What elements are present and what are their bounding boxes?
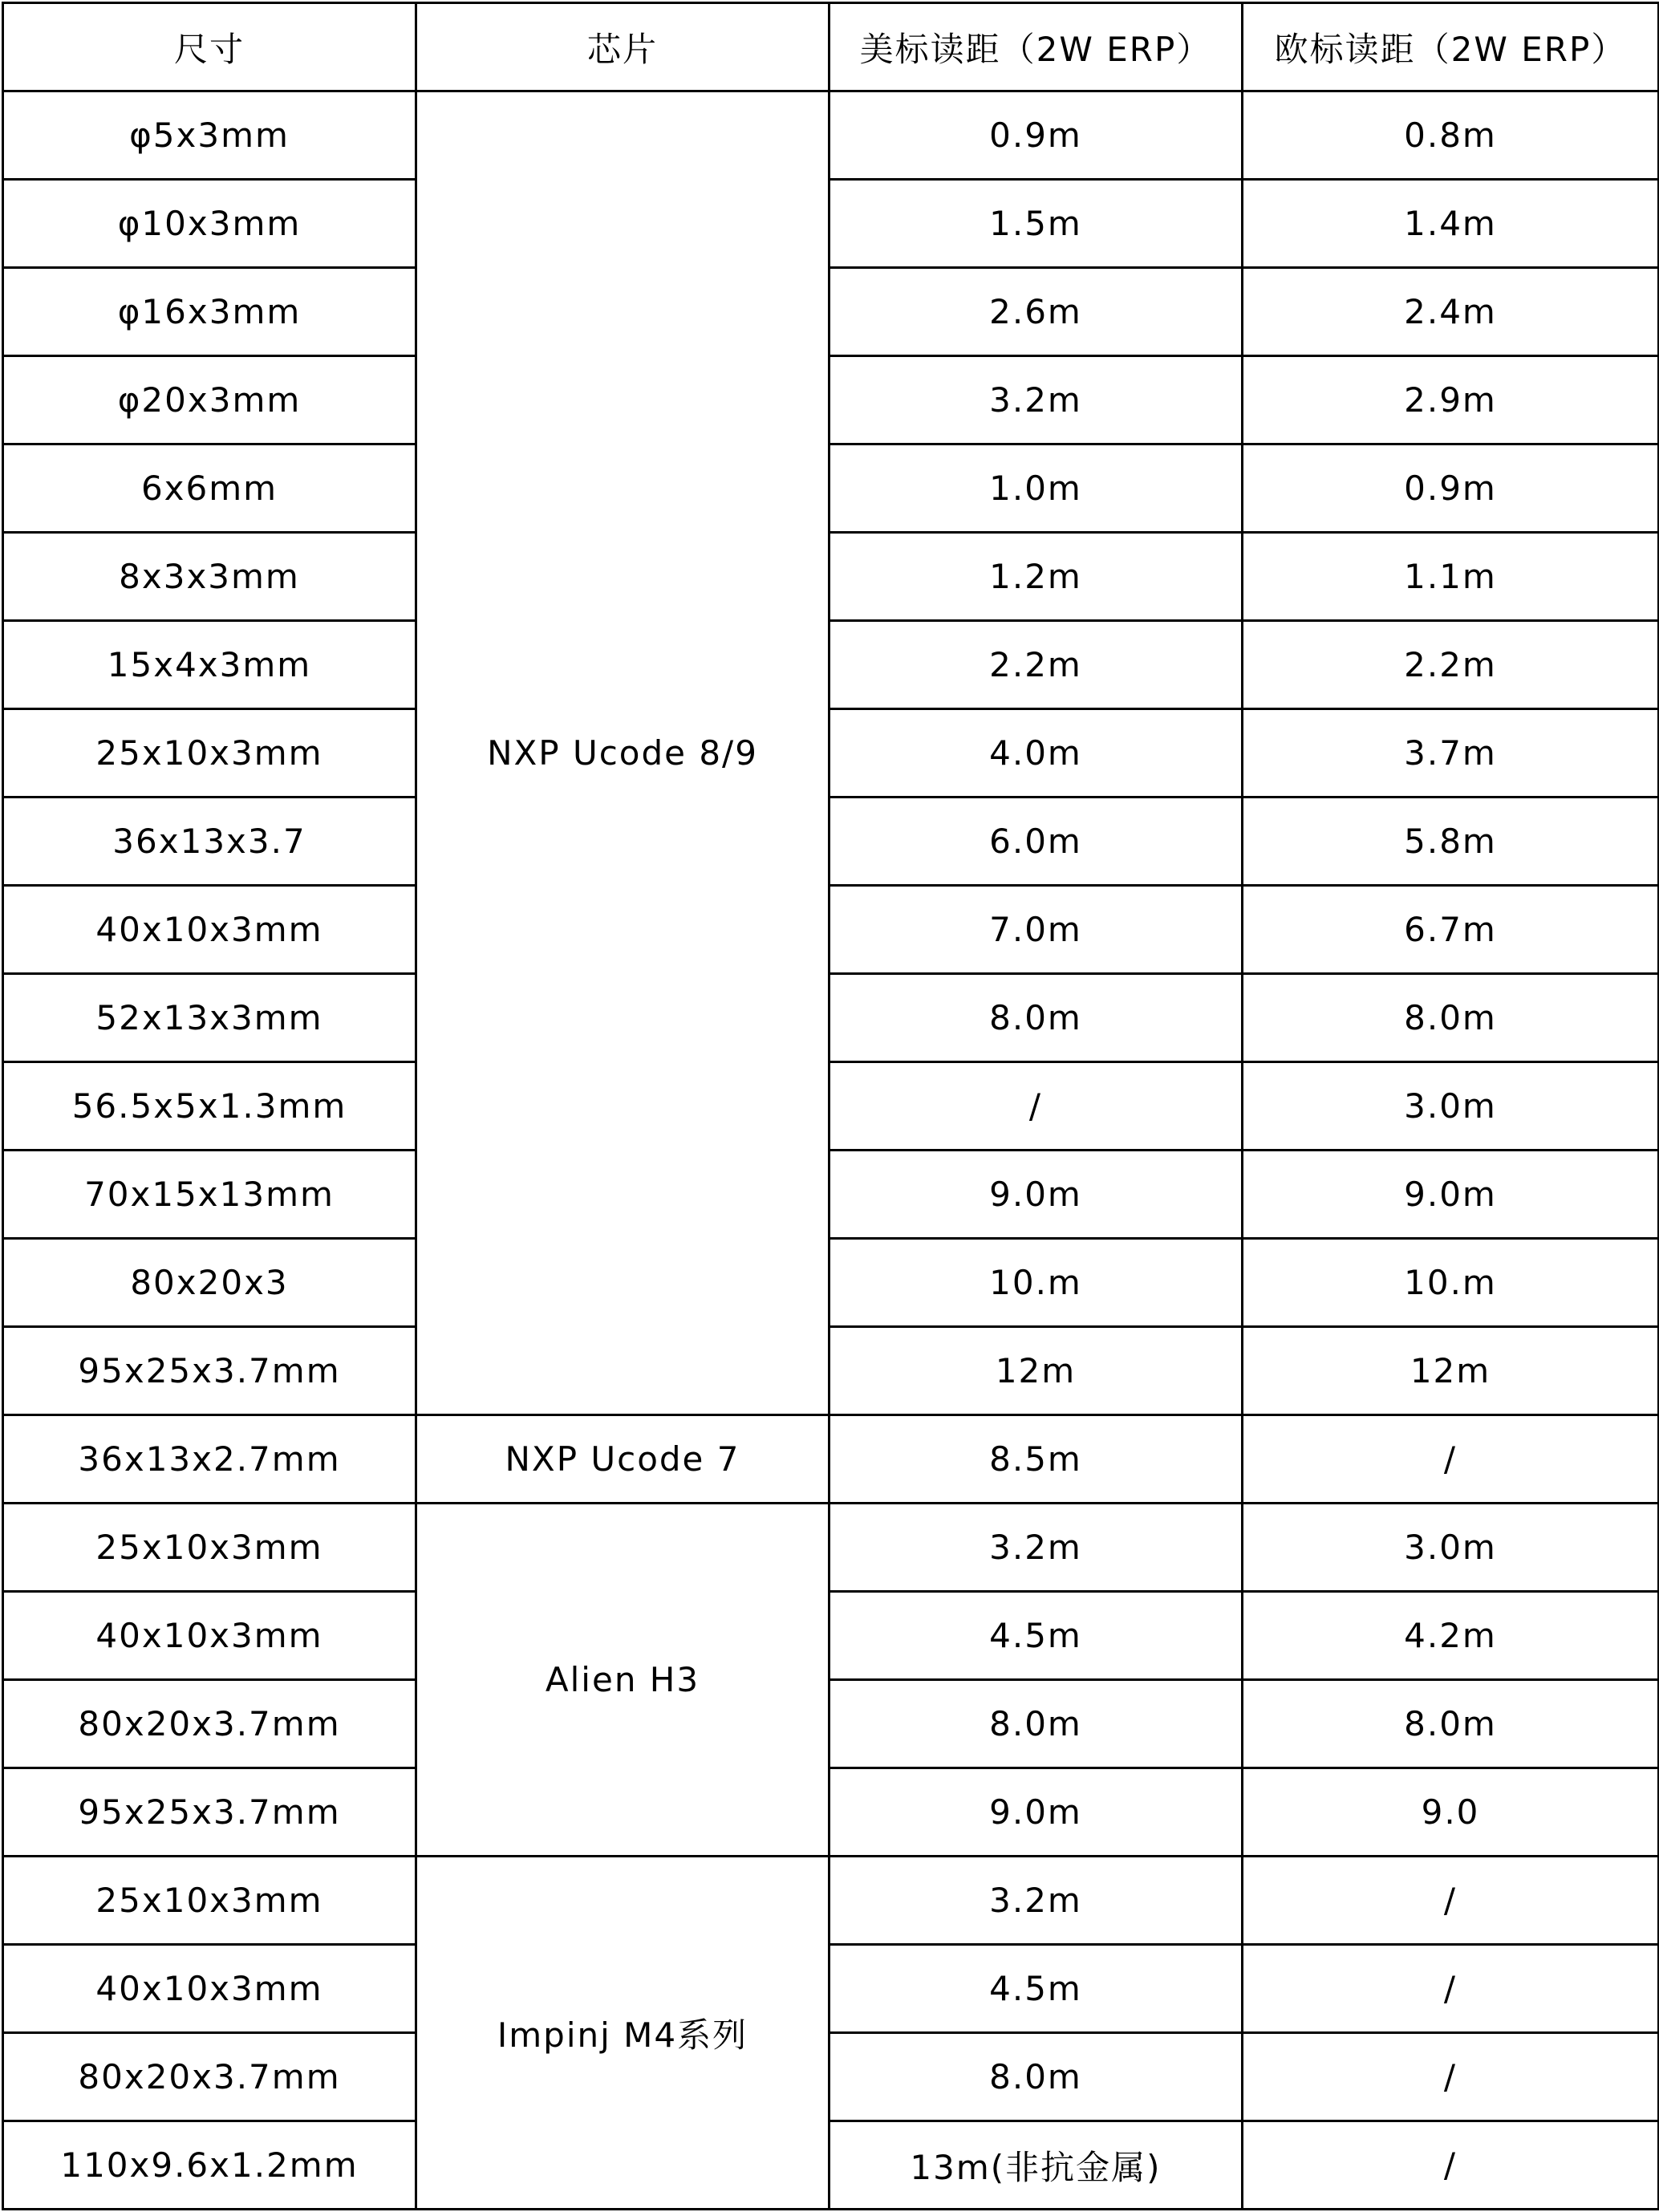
size-cell: φ5x3mm bbox=[3, 91, 416, 180]
header-us-read-range: 美标读距（2W ERP） bbox=[830, 3, 1243, 91]
chip-cell: Alien H3 bbox=[416, 1504, 830, 1857]
size-cell: 80x20x3.7mm bbox=[3, 1680, 416, 1768]
eu-read-range-cell: 3.0m bbox=[1243, 1062, 1659, 1151]
table-row bbox=[3, 533, 1659, 621]
chip-cell: NXP Ucode 8/9 bbox=[416, 91, 830, 1415]
table-row bbox=[3, 356, 1659, 444]
us-read-range-cell: 9.0m bbox=[830, 1768, 1243, 1857]
table-row bbox=[3, 798, 1659, 886]
size-cell: 36x13x3.7 bbox=[3, 798, 416, 886]
size-cell: 56.5x5x1.3mm bbox=[3, 1062, 416, 1151]
eu-read-range-cell: 1.1m bbox=[1243, 533, 1659, 621]
table-row bbox=[3, 1504, 1659, 1592]
eu-read-range-cell: 9.0 bbox=[1243, 1768, 1659, 1857]
us-read-range-cell: 8.0m bbox=[830, 974, 1243, 1062]
table-row bbox=[3, 2121, 1659, 2210]
us-read-range-cell: 4.5m bbox=[830, 1592, 1243, 1680]
us-read-range-cell: 1.5m bbox=[830, 180, 1243, 268]
size-cell: φ20x3mm bbox=[3, 356, 416, 444]
us-read-range-cell: 4.5m bbox=[830, 1945, 1243, 2033]
us-read-range-cell: 1.0m bbox=[830, 444, 1243, 533]
us-read-range-cell: 0.9m bbox=[830, 91, 1243, 180]
header-chip: 芯片 bbox=[416, 3, 830, 91]
table-row bbox=[3, 621, 1659, 709]
size-cell: φ10x3mm bbox=[3, 180, 416, 268]
header-size: 尺寸 bbox=[3, 3, 416, 91]
size-cell: 8x3x3mm bbox=[3, 533, 416, 621]
eu-read-range-cell: 0.9m bbox=[1243, 444, 1659, 533]
table-row bbox=[3, 1415, 1659, 1504]
size-cell: 52x13x3mm bbox=[3, 974, 416, 1062]
size-cell: 6x6mm bbox=[3, 444, 416, 533]
us-read-range-cell: 8.0m bbox=[830, 2033, 1243, 2121]
eu-read-range-cell: 8.0m bbox=[1243, 974, 1659, 1062]
table-row bbox=[3, 1327, 1659, 1415]
table-row bbox=[3, 268, 1659, 356]
us-read-range-cell: 9.0m bbox=[830, 1151, 1243, 1239]
table-row bbox=[3, 180, 1659, 268]
size-cell: 25x10x3mm bbox=[3, 1504, 416, 1592]
eu-read-range-cell: 10.m bbox=[1243, 1239, 1659, 1327]
us-read-range-cell: 8.5m bbox=[830, 1415, 1243, 1504]
eu-read-range-cell: 1.4m bbox=[1243, 180, 1659, 268]
us-read-range-cell: 10.m bbox=[830, 1239, 1243, 1327]
eu-read-range-cell: 8.0m bbox=[1243, 1680, 1659, 1768]
eu-read-range-cell: 2.2m bbox=[1243, 621, 1659, 709]
table-row bbox=[3, 886, 1659, 974]
eu-read-range-cell: 0.8m bbox=[1243, 91, 1659, 180]
eu-read-range-cell: / bbox=[1243, 1945, 1659, 2033]
chip-cell: Impinj M4系列 bbox=[416, 1857, 830, 2210]
table-row bbox=[3, 709, 1659, 798]
size-cell: 40x10x3mm bbox=[3, 1945, 416, 2033]
eu-read-range-cell: / bbox=[1243, 2121, 1659, 2210]
us-read-range-cell: 3.2m bbox=[830, 1504, 1243, 1592]
size-cell: 95x25x3.7mm bbox=[3, 1768, 416, 1857]
table-body bbox=[3, 91, 1659, 2210]
size-cell: 40x10x3mm bbox=[3, 886, 416, 974]
table-row bbox=[3, 1857, 1659, 1945]
table-row bbox=[3, 1239, 1659, 1327]
header-row bbox=[3, 3, 1659, 91]
eu-read-range-cell: / bbox=[1243, 1857, 1659, 1945]
size-cell: 36x13x2.7mm bbox=[3, 1415, 416, 1504]
us-read-range-cell: 2.2m bbox=[830, 621, 1243, 709]
size-cell: φ16x3mm bbox=[3, 268, 416, 356]
table-row bbox=[3, 974, 1659, 1062]
us-read-range-cell: 7.0m bbox=[830, 886, 1243, 974]
eu-read-range-cell: 3.7m bbox=[1243, 709, 1659, 798]
size-cell: 95x25x3.7mm bbox=[3, 1327, 416, 1415]
table-row bbox=[3, 444, 1659, 533]
table-row bbox=[3, 1062, 1659, 1151]
us-read-range-cell: 3.2m bbox=[830, 1857, 1243, 1945]
eu-read-range-cell: 12m bbox=[1243, 1327, 1659, 1415]
us-read-range-cell: 6.0m bbox=[830, 798, 1243, 886]
eu-read-range-cell: 3.0m bbox=[1243, 1504, 1659, 1592]
eu-read-range-cell: 2.9m bbox=[1243, 356, 1659, 444]
table-row bbox=[3, 2033, 1659, 2121]
us-read-range-cell: 13m(非抗金属) bbox=[830, 2121, 1243, 2210]
size-cell: 110x9.6x1.2mm bbox=[3, 2121, 416, 2210]
us-read-range-cell: 8.0m bbox=[830, 1680, 1243, 1768]
size-cell: 40x10x3mm bbox=[3, 1592, 416, 1680]
table-row bbox=[3, 1945, 1659, 2033]
header-eu-read-range: 欧标读距（2W ERP） bbox=[1243, 3, 1659, 91]
eu-read-range-cell: 6.7m bbox=[1243, 886, 1659, 974]
us-read-range-cell: 2.6m bbox=[830, 268, 1243, 356]
table-row bbox=[3, 1768, 1659, 1857]
size-cell: 70x15x13mm bbox=[3, 1151, 416, 1239]
size-cell: 25x10x3mm bbox=[3, 1857, 416, 1945]
eu-read-range-cell: 2.4m bbox=[1243, 268, 1659, 356]
table-header bbox=[3, 3, 1659, 91]
table-row bbox=[3, 1592, 1659, 1680]
us-read-range-cell: 3.2m bbox=[830, 356, 1243, 444]
us-read-range-cell: 4.0m bbox=[830, 709, 1243, 798]
rfid-tag-spec-table bbox=[2, 2, 1659, 2210]
size-cell: 25x10x3mm bbox=[3, 709, 416, 798]
eu-read-range-cell: 5.8m bbox=[1243, 798, 1659, 886]
chip-cell: NXP Ucode 7 bbox=[416, 1415, 830, 1504]
table-row bbox=[3, 1680, 1659, 1768]
us-read-range-cell: 12m bbox=[830, 1327, 1243, 1415]
size-cell: 80x20x3.7mm bbox=[3, 2033, 416, 2121]
table-row bbox=[3, 1151, 1659, 1239]
eu-read-range-cell: / bbox=[1243, 2033, 1659, 2121]
eu-read-range-cell: / bbox=[1243, 1415, 1659, 1504]
eu-read-range-cell: 4.2m bbox=[1243, 1592, 1659, 1680]
size-cell: 80x20x3 bbox=[3, 1239, 416, 1327]
us-read-range-cell: 1.2m bbox=[830, 533, 1243, 621]
table-row bbox=[3, 91, 1659, 180]
size-cell: 15x4x3mm bbox=[3, 621, 416, 709]
eu-read-range-cell: 9.0m bbox=[1243, 1151, 1659, 1239]
us-read-range-cell: / bbox=[830, 1062, 1243, 1151]
